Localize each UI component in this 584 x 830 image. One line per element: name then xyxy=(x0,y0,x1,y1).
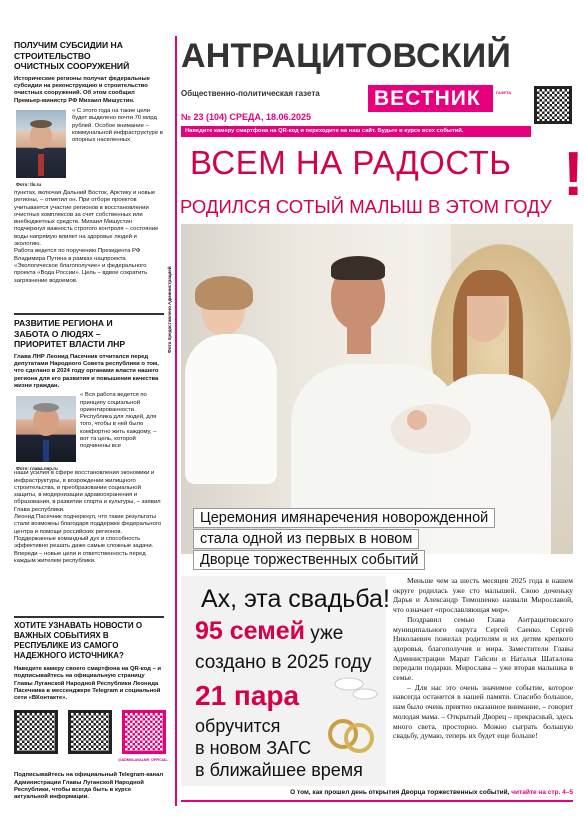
main-headline: ВСЕМ НА РАДОСТЬ xyxy=(190,144,512,181)
qr-code-admin[interactable] xyxy=(122,710,166,754)
sidebar-article-3 xyxy=(14,621,168,802)
wedding-text: обручится xyxy=(195,716,281,736)
masthead-badge: ГАЗЕТА xyxy=(496,90,512,95)
doves-rings-icon xyxy=(321,672,383,762)
wedding-block xyxy=(181,576,390,786)
sidebar-article-2 xyxy=(14,318,164,565)
photo-caption-line: Дворце торжественных событий xyxy=(193,550,425,570)
article-paragraph: Поздравил семью Главa Антрацитовского муниципального округа Сергей Саенко. Сергей Николаевич пожелал родителям и их детям крепкого здоровья, благополучия и мира. Заместители Главы Администрации Марат Гайсин и Наталья Шаталова передали подарки. Мирослава – уже вторая малышка в семье. xyxy=(393,614,573,683)
wedding-text: в новом ЗАГС xyxy=(195,738,312,758)
article-text: наши усилия в сфере восстановления экономики и инфраструктуры, в возрождении жилищного строительства, в преобразовании социальной защиты, в модернизации здравоохранения и образования, в развитии спорта и культуры, – заявил Глава республики. xyxy=(14,470,161,513)
photo-caption-line: стала одной из первых в новом xyxy=(193,529,419,549)
footer-link[interactable]: читайте на стр. 4–5 xyxy=(511,789,573,796)
wedding-number-families: 95 семей xyxy=(195,617,305,645)
photo-credit: Фото: tls.ru xyxy=(16,181,42,187)
article-text: « С этого года на такие цели будет выделено почти 70 млрд рублей. Особое внимание – коммунальной инфраструктуре в опорных населенных xyxy=(72,107,163,144)
qr-code-telegram[interactable] xyxy=(14,710,58,754)
qr-code-site[interactable] xyxy=(534,86,572,124)
article-text: Впереди – новые цели и ответственность перед каждым жителем республики. xyxy=(14,550,146,564)
article-lead: Глава ЛНР Леонид Пасечник отчитался перед депутатами Народного Совета республики о том, что сделано в 2024 году органами власти нашего региона для его развития и повышения качества жизни граждан. xyxy=(14,353,159,389)
qr-code-vk[interactable] xyxy=(68,710,112,754)
article-text: Леонид Пасечник подчеркнул, что такие результаты стали возможны благодаря поддержке федерального центра и помощи российских регионов. Поддержанные командный дух и способность эффективно решать даже самые сложные задачи. xyxy=(14,514,162,550)
issue-info: № 23 (104) СРЕДА, 18.06.2025 xyxy=(181,112,312,122)
footer-teaser xyxy=(181,789,573,796)
wedding-text: создано в 2025 году xyxy=(195,652,372,673)
vertical-rule xyxy=(175,36,177,806)
article-lead: Исторические регионы получат федеральные субсидии на реконструкцию и строительство очистных сооружений. Об этом сообщил Премьер-министр РФ Михаил Мишустин. xyxy=(14,75,150,104)
article-title: ХОТИТЕ УЗНАВАТЬ НОВОСТИ О ВАЖНЫХ СОБЫТИЯХ В РЕСПУБЛИКЕ ИЗ САМОГО НАДЕЖНОГО ИСТОЧНИКА? xyxy=(14,621,143,660)
vestnik-block xyxy=(368,85,493,112)
footer-text: О том, как прошел день открытия Дворца торжественных событий, xyxy=(290,789,510,796)
vestnik-label: ВЕСТНИК xyxy=(374,87,481,110)
article-body xyxy=(393,576,573,741)
photo-caption-line: Церемония имянаречения новорожденной xyxy=(193,508,495,528)
main-subheadline: РОДИЛСЯ СОТЫЙ МАЛЫШ В ЭТОМ ГОДУ xyxy=(180,196,552,217)
masthead-subtitle: Общественно-политическая газета xyxy=(181,89,320,98)
divider xyxy=(14,616,164,618)
divider xyxy=(14,313,164,315)
subscribe-text: Наведите камеру своего смартфона на QR-код – и подписывайтесь на официальную страницу Главы Луганской Народной Республики Леонида Пасечника в мессенджере Telegram и социальной сети «ВКонтакте». xyxy=(14,666,162,702)
subscribe-text: Подписывайтесь на официальный Telegram-канал Администрации Главы Луганской Народной Республики, чтобы всегда быть в курсе актуальной информации. xyxy=(14,772,164,801)
article-text: « Вся работа ведется по принципу социальной ориентированности. Республика для людей, для того, чтобы в ней было комфортно жить каждому, – вот та цель, которой подчинены все xyxy=(80,392,157,450)
wedding-text: в ближайшее время xyxy=(195,760,363,780)
qr-banner: Наведите камеру смартфона на QR-код и переходите на наш сайт. Будьте в курсе всех событий. xyxy=(181,126,531,137)
article-text: пунктах, включая Дальний Восток, Арктику и новые регионы, – отметил он. При отборе проектов учитывается участие регионов в восстановлении очистных комплексов за счет собственных или внебюджетных средств. Михаил Мишустин подчеркнул важность строгого контроля – состояние воды напрямую влияет на здоровье людей и экологию. xyxy=(14,189,159,248)
article-paragraph: Меньше чем за шесть месяцев 2025 года в нашем округе родилась уже сто малышей. Свою доченьку Дарья и Александр Тимошенко назвали Мирославой, что означает «прославляющая мир». xyxy=(393,576,573,615)
article-paragraph: – Для нас это очень значимое событие, которое навсегда останется в нашей памяти. Спасибо большое, нам было очень приятно оказанное внимание, – говорит молодая мама. – Открытый Дворец – прекрасный, здесь много света, просторно. Можно сыграть большую свадьбу, думаю, теперь их будет еще больше! xyxy=(393,682,573,741)
wedding-number-couples: 21 пара xyxy=(195,680,300,711)
wedding-text: уже xyxy=(305,623,344,644)
mishustin-photo xyxy=(16,110,66,178)
family-photo xyxy=(181,224,573,554)
wedding-title: Ах, эта свадьба! xyxy=(201,585,390,613)
pasechnik-photo xyxy=(16,396,76,462)
article-title: РАЗВИТИЕ РЕГИОНА И ЗАБОТА О ЛЮДЯХ – ПРИОРИТЕТ ВЛАСТИ ЛНР xyxy=(14,318,126,350)
photo-credit: Фото: глава.лнр.ru xyxy=(16,466,58,472)
sidebar-article-1 xyxy=(14,40,164,285)
article-title: ПОЛУЧИМ СУБСИДИИ НА СТРОИТЕЛЬСТВО ОЧИСТНЫХ СООРУЖЕНИЙ xyxy=(14,40,130,72)
photo-credit: Фото предоставлено Администрацией xyxy=(167,266,172,353)
article-text: Работа ведется по поручению Президента РФ Владимира Путина в рамках нацпроекта «Экологическое благополучие» и федерального проекта «Вода России». Цель – вдвое сократить загрязнение водоемов. xyxy=(14,248,148,284)
bottom-rule xyxy=(181,800,573,802)
masthead-title: АНТРАЦИТОВСКИЙ xyxy=(181,37,512,75)
exclamation-mark: ! xyxy=(563,140,584,209)
qr-label: @ADMGLAVALNR_OFFICIAL xyxy=(118,758,168,763)
